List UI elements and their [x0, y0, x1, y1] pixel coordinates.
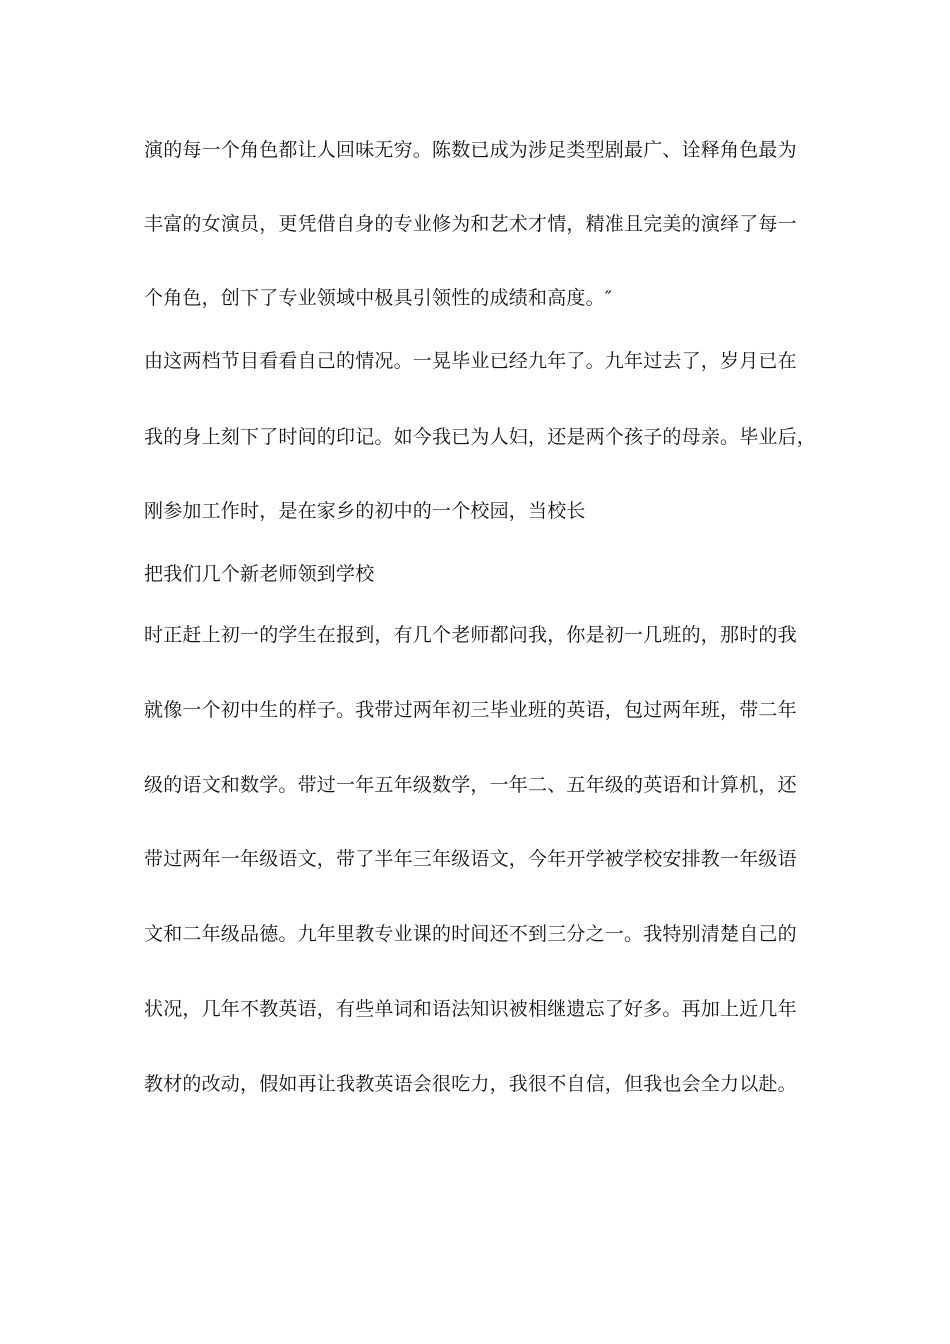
text-line-6: 刚参加工作时，是在家乡的初中的一个校园，当校长 [144, 500, 586, 522]
text-line-12: 文和二年级品德。九年里教专业课的时间还不到三分之一。我特别清楚自己的 [144, 923, 797, 945]
text-line-4: 由这两档节目看看自己的情况。一晃毕业已经九年了。九年过去了，岁月已在 [144, 350, 797, 372]
text-line-2: 丰富的女演员，更凭借自身的专业修为和艺术才情，精准且完美的演绎了每一 [144, 213, 797, 235]
text-line-3: 个角色，创下了专业领域中极具引领性的成绩和高度。″ [144, 287, 613, 309]
text-line-13: 状况，几年不教英语，有些单词和语法知识被相继遗忘了好多。再加上近几年 [144, 998, 797, 1020]
text-line-8: 时正赶上初一的学生在报到，有几个老师都问我，你是初一几班的，那时的我 [144, 624, 797, 646]
text-line-5: 我的身上刻下了时间的印记。如今我已为人妇，还是两个孩子的母亲。毕业后， [144, 426, 817, 448]
text-line-1: 演的每一个角色都让人回味无穷。陈数已成为涉足类型剧最广、诠释角色最为 [144, 139, 797, 161]
text-line-9: 就像一个初中生的样子。我带过两年初三毕业班的英语，包过两年班，带二年 [144, 699, 797, 721]
text-line-7: 把我们几个新老师领到学校 [144, 563, 375, 585]
text-line-11: 带过两年一年级语文，带了半年三年级语文，今年开学被学校安排教一年级语 [144, 848, 797, 870]
text-line-14: 教材的改动，假如再让我教英语会很吃力，我很不自信，但我也会全力以赴。 [144, 1073, 797, 1095]
text-line-10: 级的语文和数学。带过一年五年级数学，一年二、五年级的英语和计算机，还 [144, 774, 797, 796]
